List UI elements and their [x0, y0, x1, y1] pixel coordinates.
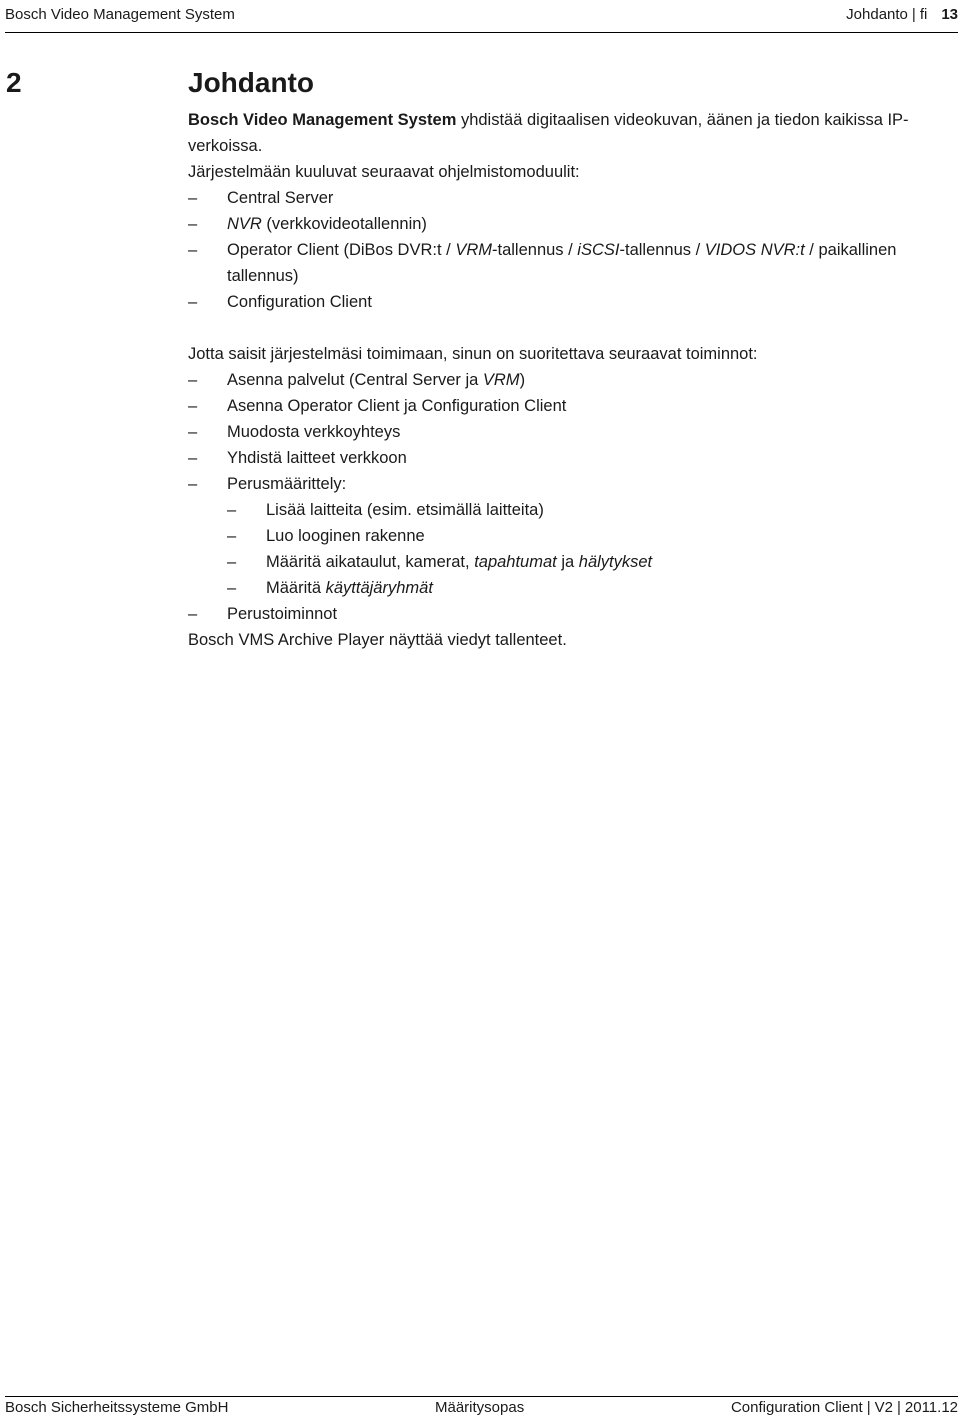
header-meta [846, 6, 958, 23]
spacer [188, 315, 958, 341]
list-item: – Luo looginen rakenne [227, 523, 958, 549]
list-item: – Central Server [188, 185, 958, 211]
modules-intro: Järjestelmään kuuluvat seuraavat ohjelmistomoduulit: [188, 163, 580, 181]
page-footer [5, 1396, 958, 1419]
list-item: – Operator Client (DiBos DVR:t / VRM-tallennus / iSCSI-tallennus / VIDOS NVR:t / paikallinen tallennus) [188, 237, 958, 289]
list-item: – Perustoiminnot [188, 601, 958, 627]
list-item: – Määritä aikataulut, kamerat, tapahtumat ja hälytykset [227, 549, 958, 575]
footer-company: Bosch Sicherheitssysteme GmbH [5, 1399, 229, 1416]
list-item: – Configuration Client [188, 289, 958, 315]
archive-player-paragraph: Bosch VMS Archive Player näyttää viedyt tallenteet. [188, 631, 567, 649]
list-item: – Muodosta verkkoyhteys [188, 419, 958, 445]
footer-separator: | [866, 1399, 871, 1416]
footer-meta [731, 1399, 958, 1416]
modules-list [188, 185, 958, 315]
header-doc-title: Bosch Video Management System [5, 6, 235, 23]
list-item: – Asenna Operator Client ja Configuration Client [188, 393, 958, 419]
header-lang: fi [919, 6, 928, 23]
basic-config-sublist [227, 497, 958, 601]
footer-doc-type: Määritysopas [435, 1399, 525, 1416]
header-separator: | [911, 6, 916, 23]
page-header [5, 0, 958, 33]
list-item: – Yhdistä laitteet verkkoon [188, 445, 958, 471]
list-item: – Perusmäärittely: – Lisää laitteita (esim. etsimällä laitteita) – Luo looginen rakenne – Määritä aikataulut, kamerat, tapahtumat ja hälytykset – Määritä käyttäjäryhmät [188, 471, 958, 601]
header-page-number: 13 [941, 6, 958, 23]
list-item: – Määritä käyttäjäryhmät [227, 575, 958, 601]
list-item: – Asenna palvelut (Central Server ja VRM) [188, 367, 958, 393]
chapter-number: 2 [6, 67, 22, 98]
footer-product: Configuration Client [730, 1399, 863, 1416]
intro-text: yhdistää digitaalisen videokuvan, äänen ja tiedon kaikissa IP-verkoissa. [188, 111, 909, 155]
list-item: – NVR (verkkovideotallennin) [188, 211, 958, 237]
body-content [188, 107, 958, 653]
steps-intro: Jotta saisit järjestelmäsi toimimaan, sinun on suoritettava seuraavat toiminnot: [188, 345, 758, 363]
intro-bold-name: Bosch Video Management System [188, 111, 457, 129]
steps-list [188, 367, 958, 627]
header-section: Johdanto [846, 6, 908, 23]
footer-separator: | [896, 1399, 901, 1416]
footer-version: V2 [874, 1399, 893, 1416]
list-item: – Lisää laitteita (esim. etsimällä laitteita) [227, 497, 958, 523]
footer-date: 2011.12 [904, 1399, 958, 1416]
chapter-title: Johdanto [188, 67, 314, 98]
intro-paragraph [188, 107, 958, 159]
